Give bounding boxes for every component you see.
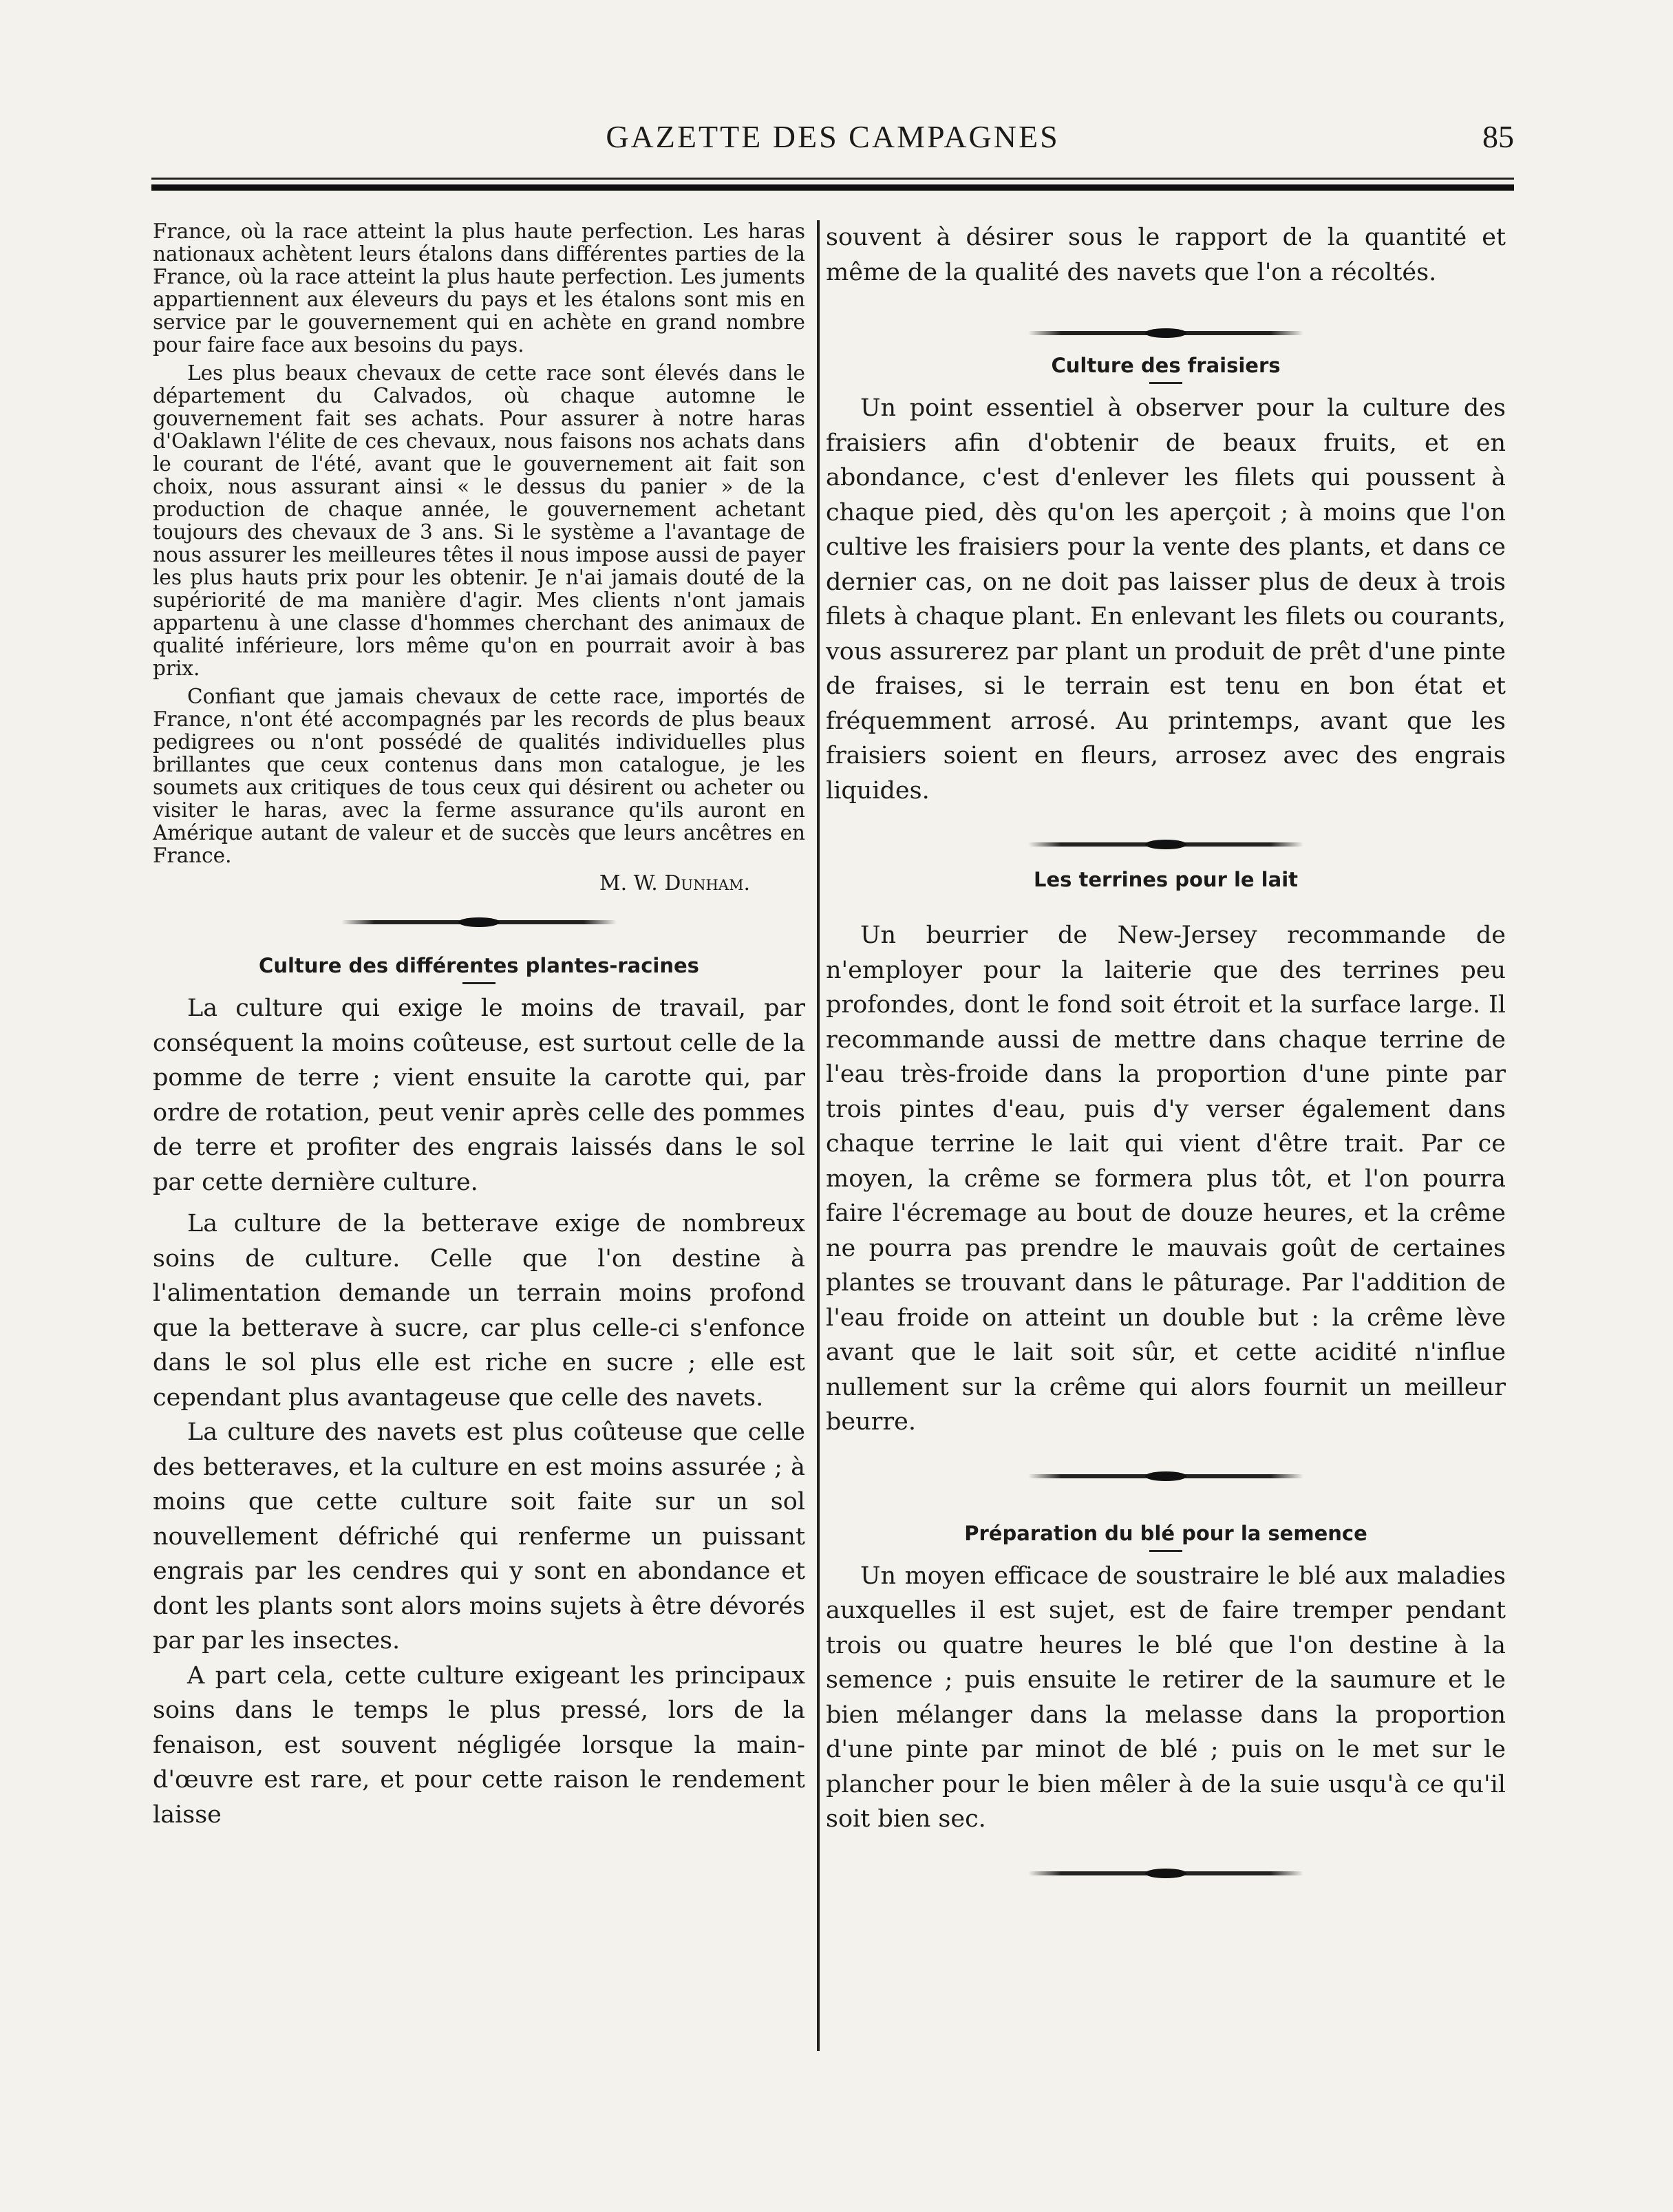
header-rule-thin <box>151 178 1514 180</box>
article-paragraph: Confiant que jamais chevaux de cette race, importés de France, n'ont été accompagnés par les records de plus beaux pedigrees ou n'ont possédé de qualités individuelles plus brillantes que ceux contenus dans mon catalogue, je les soumets aux critiques de tous ceux qui désirent ou acheter ou visiter le haras, avec la ferme assurance qu'ils auront en Amérique autant de valeur et de succès que leurs ancêtres en France. <box>153 685 805 867</box>
article-paragraph: Un point essentiel à observer pour la culture des fraisiers afin d'obtenir de beaux fruits, et en abondance, c'est d'enlever les filets qui poussent à chaque pied, dès qu'on les aperçoit ; à moins que l'on cultive les fraisiers pour la vente des plants, et dans ce dernier cas, on ne doit pas laisser plus de deux à trois filets à chaque plant. En enlevant les filets ou courants, vous assurerez par plant un produit de prêt d'une pinte de fraises, si le terrain est tenu en bon état et fréquemment arrosé. Au printemps, avant que les fraisiers soient en fleurs, arrosez avec des engrais liquides. <box>826 394 1506 805</box>
page-header <box>151 118 1514 173</box>
section-title: Culture des différentes plantes-racines <box>259 954 699 977</box>
section-title: Les terrines pour le lait <box>1034 868 1298 891</box>
article-paragraph: La culture qui exige le moins de travail, par conséquent la moins coûteuse, est surtout celle de la pomme de terre ; vient ensuite la carotte qui, par ordre de rotation, peut venir après celle des pommes de terre et profiter des engrais laissés dans le sol par cette dernière culture. <box>153 995 805 1196</box>
article-paragraph: souvent à désirer sous le rapport de la quantité et même de la qualité des navets que l'on a récoltés. <box>826 224 1506 286</box>
section-ornament <box>341 920 617 924</box>
article-paragraph: France, où la race atteint la plus haute perfection. Les haras nationaux achètent leurs étalons dans différentes parties de la France, où la race atteint la plus haute perfection. Les juments appartiennent aux éleveurs du pays et les étalons sont mis en service par le gouvernement qui en achète en grand nombre pour faire face aux besoins du pays. <box>153 220 805 357</box>
journal-title: GAZETTE DES CAMPAGNES <box>606 119 1060 154</box>
article-paragraph: Un beurrier de New-Jersey recommande de n'employer pour la laiterie que des terrines peu profondes, dont le fond soit étroit et la surface large. Il recommande aussi de mettre dans chaque terrine de l'eau très-froide dans la proportion d'une pinte par trois pintes d'eau, puis d'y verser également dans chaque terrine le lait qui vient d'être trait. Par ce moyen, la crême se formera plus tôt, et l'on pourra faire l'écremage au bout de douze heures, et la crême ne pourra pas prendre le mauvais goût de certaines plantes se trouvant dans le pâturage. Par l'addition de l'eau froide on atteint un double but : la crême lève avant que le lait soit sûr, et cette acidité n'influe nullement sur la crême qui alors fournit un meilleur beurre. <box>826 922 1506 1436</box>
article-paragraph: Les plus beaux chevaux de cette race sont élevés dans le département du Calvados, où chaque automne le gouvernement fait ses achats. Pour assurer à notre haras d'Oaklawn l'élite de ces chevaux, nous faisons nos achats dans le courant de l'été, avant que le gouvernement ait fait son choix, nous assurant ainsi « le dessus du panier » de la production de chaque année, le gouvernement achetant toujours des chevaux de 3 ans. Si le système a l'avantage de nous assurer les meilleures têtes il nous impose aussi de payer les plus hauts prix pour les obtenir. Je n'ai jamais douté de la supériorité de ma manière d'agir. Mes clients n'ont jamais appartenu à une classe d'hommes cherchant des animaux de qualité inférieure, lors même qu'on en pourrait avoir à bas prix. <box>153 361 805 680</box>
page-number: 85 <box>1482 119 1514 154</box>
article-paragraph: A part cela, cette culture exigeant les principaux soins dans le temps le plus pressé, lors de la fenaison, est souvent négligée lorsque la main-d'œuvre est rare, et pour cette raison le rendement laisse <box>153 1661 805 1829</box>
header-rule-thick <box>151 184 1514 191</box>
article-paragraph: La culture de la betterave exige de nombreux soins de culture. Celle que l'on destine à l'alimentation demande un terrain moins profond que la betterave à sucre, car plus celle-ci s'enfonce dans le sol plus elle est riche en sucre ; elle est cependant plus avantageuse que celle des navets. <box>153 1210 805 1412</box>
right-column <box>826 220 1506 1875</box>
section-ornament <box>1028 1871 1303 1875</box>
section-ornament <box>1028 842 1303 847</box>
column-divider <box>817 220 820 2051</box>
title-dash <box>1149 1550 1182 1552</box>
left-column <box>153 220 805 1832</box>
section-title: Culture des fraisiers <box>1051 354 1281 377</box>
section-ornament <box>1028 1474 1303 1478</box>
article-signature: M. W. Dunham. <box>599 871 750 895</box>
section-ornament <box>1028 331 1303 335</box>
article-paragraph: Un moyen efficace de soustraire le blé aux maladies auxquelles il est sujet, est de faire tremper pendant trois ou quatre heures le blé que l'on destine à la semence ; puis ensuite le retirer de la saumure et le bien mélanger dans la melasse dans la proportion d'une pinte par minot de blé ; puis on le met sur le plancher pour le bien mêler à de la suie usqu'à ce qu'il soit bien sec. <box>826 1562 1506 1833</box>
article-paragraph: La culture des navets est plus coûteuse que celle des betteraves, et la culture en est moins assurée ; à moins que cette culture soit faite sur un sol nouvellement défriché qui renferme un puissant engrais par les cendres qui y sont en abondance et dont les plants sont alors moins sujets à être dévorés par par les insectes. <box>153 1418 805 1655</box>
section-title: Préparation du blé pour la semence <box>964 1521 1367 1545</box>
title-dash <box>462 982 495 984</box>
title-dash <box>1149 382 1182 384</box>
